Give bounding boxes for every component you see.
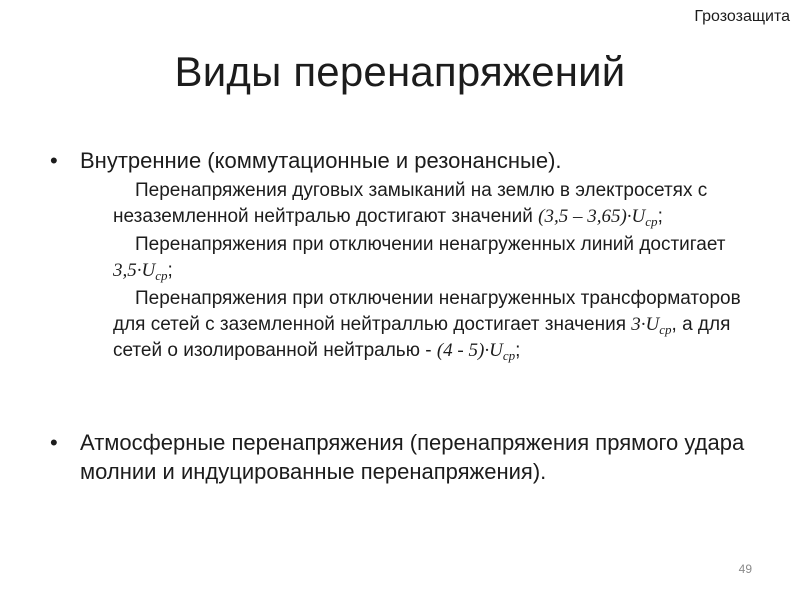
detail-text: Перенапряжения при отключении ненагруженных трансформаторов для сетей с заземленной нейтраллью достигает значения — [113, 288, 741, 335]
formula: $3\cdot U_{ср}$ — [631, 314, 672, 337]
detail-text: Перенапряжения дуговых замыканий на землю в электросетях с незаземленной нейтралью достигают значений — [113, 180, 708, 227]
bullet-text: Атмосферные перенапряжения (перенапряжения прямого удара молнии и индуцированные перенапряжения). — [80, 430, 745, 484]
formula-2: $(4 - 5)\cdot U_{ср}$ — [436, 340, 516, 363]
detail-tail: ; — [515, 340, 521, 361]
detail-unloaded-lines — [113, 232, 763, 284]
corner-label: Грозозащита — [694, 8, 790, 25]
page-number: 49 — [738, 562, 752, 576]
internal-details — [113, 178, 763, 364]
bullet-text: Внутренние (коммутационные и резонансные). — [80, 148, 562, 173]
bullet-marker: • — [50, 148, 58, 173]
bullet-internal — [50, 146, 770, 175]
slide-title: Виды перенапряжений — [174, 48, 626, 95]
detail-arc-faults — [113, 178, 763, 230]
detail-text: Перенапряжения при отключении ненагруженных линий достигает — [135, 234, 726, 255]
formula: $3,5\cdot U_{ср}$ — [113, 260, 168, 283]
bullet-marker: • — [50, 430, 58, 455]
detail-middle: , а для сетей о изолированной нейтралью - — [113, 314, 731, 361]
detail-tail: ; — [657, 206, 663, 227]
formula: $(3,5 - 3,65)\cdot U_{ср}$ — [538, 206, 658, 229]
detail-unloaded-transformers — [113, 286, 763, 364]
detail-tail: ; — [167, 260, 173, 281]
bullet-atmospheric — [50, 428, 770, 486]
